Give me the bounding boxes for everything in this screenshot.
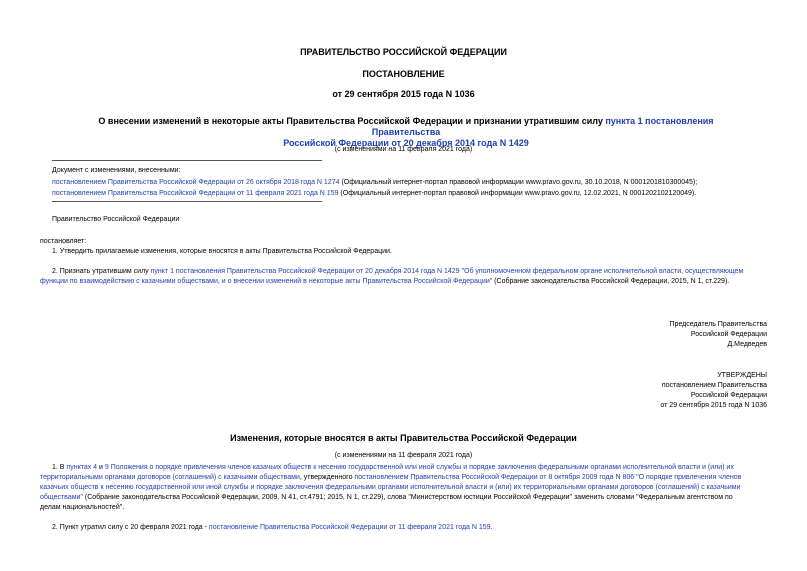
annex-p1-and: и <box>97 464 105 471</box>
change-item-2-link[interactable]: постановлением Правительства Российской Федерации от 11 февраля 2021 года N 159 <box>52 190 339 197</box>
annex-link-decree[interactable]: постановлением Правительства Российской Федерации от 8 октября 2009 года N 806 "О порядке привлечения членов <box>354 474 742 481</box>
annex-paragraph-2 <box>52 523 772 533</box>
title-link-cont[interactable]: Российской Федерации от 20 декабря 2014 года N 1429 <box>283 138 529 148</box>
document-title <box>66 116 746 149</box>
change-item-1-link[interactable]: постановлением Правительства Российской Федерации от 26 октября 2018 года N 1274 <box>52 179 340 186</box>
change-item-2 <box>52 189 772 199</box>
changes-label: Документ с изменениями, внесенными: <box>52 167 181 174</box>
paragraph-2 <box>40 267 775 287</box>
change-item-1-text: (Официальный интернет-портал правовой информации www.pravo.gov.ru, 30.10.2018, N 0001201810300045); <box>339 179 698 186</box>
approval-line-2: постановлением Правительства <box>661 382 767 389</box>
annex-p2-end: . <box>490 524 493 531</box>
title-link[interactable]: пункта 1 постановления Правительства <box>371 116 714 137</box>
approval-line-4: от 29 сентября 2015 года N 1036 <box>660 402 767 409</box>
paragraph-1: 1. Утвердить прилагаемые изменения, которые вносятся в акты Правительства Российской Федерации. <box>52 248 392 255</box>
annex-title: Изменения, которые вносятся в акты Правительства Российской Федерации <box>230 433 577 443</box>
annex-p1-approved: , утвержденного <box>299 474 355 481</box>
approval-line-3: Российской Федерации <box>690 392 767 399</box>
signature-line-1: Председатель Правительства <box>669 321 767 328</box>
annex-revision: (с изменениями на 11 февраля 2021 года) <box>334 452 473 459</box>
paragraph-2-end: (Собрание законодательства Российской Федерации, 2015, N 1, ст.229). <box>492 278 730 285</box>
document-date: от 29 сентября 2015 года N 1036 <box>332 89 475 99</box>
annex-link-regulation-cont[interactable]: территориальными органами договоров (соглашений) с казачьими обществами <box>40 474 300 481</box>
annex-paragraph-1 <box>40 463 775 513</box>
approval-line-1: УТВЕРЖДЕНЫ <box>717 372 767 379</box>
government-heading: ПРАВИТЕЛЬСТВО РОССИЙСКОЙ ФЕДЕРАЦИИ <box>300 47 507 57</box>
approval-block <box>567 371 767 411</box>
annex-p1-rest: (Собрание законодательства Российской Федерации, 2009, N 41, ст.4791; 2015, N 1, ст.229), слова "Министерством юстиции Российской Федерации" заменить словами "Федеральным агентством по <box>82 494 733 501</box>
change-item-1 <box>52 178 772 188</box>
signature-line-2: Российской Федерации <box>690 331 767 338</box>
paragraph-2-link[interactable]: пункт 1 постановления Правительства Российской Федерации от 20 декабря 2014 года N 1429 "Об уполномоченном федеральном органе исполнительной власти, осуществляющем <box>150 268 744 275</box>
annex-link-decree-cont[interactable]: казачьих обществ к несению государственной или иной службы и порядке заключения федеральными органами исполнительной власти и (или) их территориальными органами договоров (соглашений) с казачьими <box>40 484 741 491</box>
changes-bottom-rule <box>52 201 322 202</box>
issuer: Правительство Российской Федерации <box>52 216 180 223</box>
signature-line-3: Д.Медведев <box>727 341 767 348</box>
annex-link-regulation[interactable]: 9 Положения о порядке привлечения членов казачьих обществ к несению государственной или иной службы и порядке заключения федеральными органами исполнительной власти и (или) их <box>104 464 734 471</box>
changes-top-rule <box>52 160 322 161</box>
annex-link-decree-end[interactable]: обществами" <box>40 494 83 501</box>
paragraph-2-start: 2. Признать утратившим силу <box>52 268 151 275</box>
document-type: ПОСТАНОВЛЕНИЕ <box>362 69 445 79</box>
title-revision: (с изменениями на 11 февраля 2021 года) <box>334 146 473 153</box>
annex-p2-start: 2. Пункт утратил силу с 20 февраля 2021 года - <box>52 524 209 531</box>
signature-block <box>567 320 767 350</box>
title-text: О внесении изменений в некоторые акты Правительства Российской Федерации и признании утратившим силу <box>98 116 606 126</box>
change-item-2-text: (Официальный интернет-портал правовой информации www.pravo.gov.ru, 12.02.2021, N 0001202102120049). <box>338 190 697 197</box>
changes-box <box>52 166 772 199</box>
annex-link-p4[interactable]: пунктах 4 <box>66 464 98 471</box>
decrees: постановляет: <box>40 238 87 245</box>
annex-p2-link[interactable]: постановление Правительства Российской Федерации от 11 февраля 2021 года N 159 <box>208 524 491 531</box>
annex-p1-start: 1. В <box>52 464 67 471</box>
annex-p1-last: делам национальностей". <box>40 504 125 511</box>
paragraph-2-link-cont[interactable]: функции по взаимодействию с казачьими обществами, и о внесении изменений в некоторые акты Правительства Российской Федерации" <box>40 278 493 285</box>
